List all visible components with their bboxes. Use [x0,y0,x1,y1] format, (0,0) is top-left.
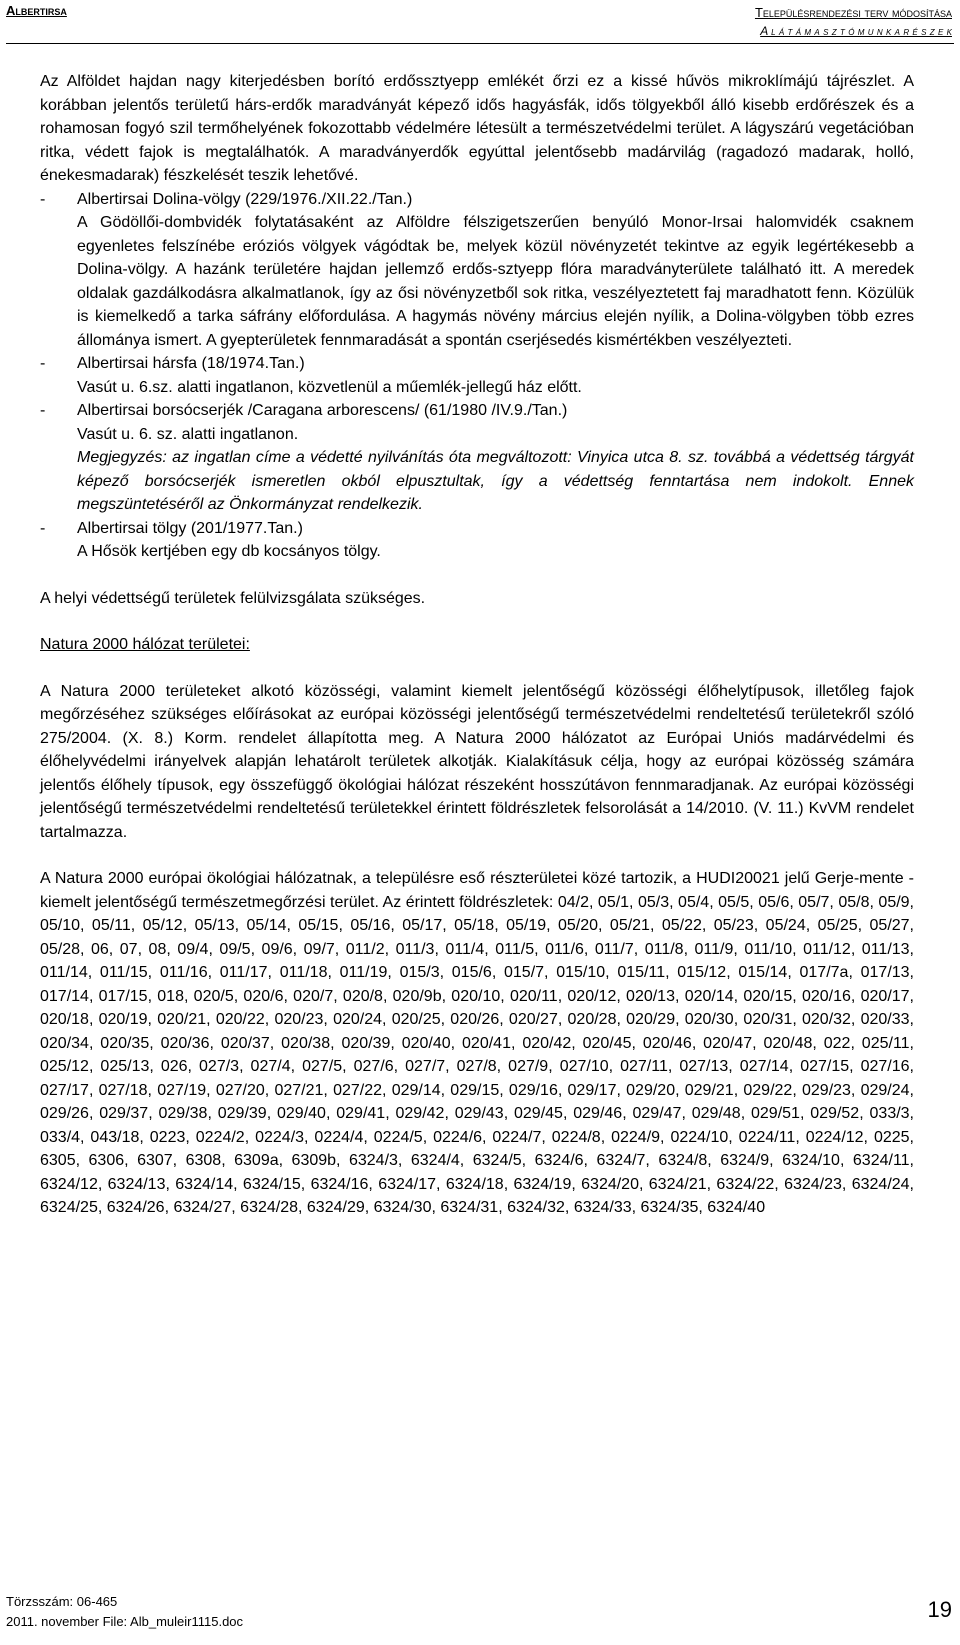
document-body [40,70,914,1220]
list-item [40,517,914,564]
header-divider [6,43,954,44]
item-title: Albertirsai tölgy (201/1977.Tan.) [77,519,303,537]
header-right-title: Településrendezési terv módosítása [754,5,952,20]
item-body: Vasút u. 6.sz. alatti ingatlanon, közvetlenül a műemlék-jellegű ház előtt. [77,378,582,396]
header-right-subtitle: A l á t á m a s z t ó m u n k a r é s z e k [760,24,952,38]
local-review-paragraph: A helyi védettségű területek felülvizsgálata szükséges. [40,589,426,607]
list-item [40,352,914,399]
natura-heading: Natura 2000 hálózat területei: [40,636,250,653]
item-title: Albertirsai Dolina-völgy (229/1976./XII.22./Tan.) [77,190,413,208]
header-right [755,3,952,41]
list-item [40,188,914,353]
intro-paragraph: Az Alföldet hajdan nagy kiterjedésben borító erdőssztyepp emlékét őrzi ez a kissé hűvös mikroklímájú tájrészlet. A korábban jelentős területű hárs-erdők maradványát képező idős hagyásfák, idős tölgyekből álló kisebb erdőrészek és a rohamosan fogyó szil termőhelyének fokozottabb védelmére létesült a természetvédelmi terület. A lágyszárú vegetációban ritka, védett fajok is megtalálhatók. A maradványerdők egyúttal jelentősebb madárvilág (ragadozó madarak, holló, énekesmadarak) fészkelését teszik lehetővé. [40,73,914,184]
list-dash: - [40,355,46,372]
item-body: A Gödöllői-dombvidék folytatásaként az Alföldre félszigetszerűen benyúló Monor-Irsai halomvidék csaknem egyenletes felszínébe eróziós völgyek vágódtak be, melyek közül növényzetét tekintve az egyik legértékesebb a Dolina-völgy. A hazánk területére hajdan jellemző erdős-sztyepp flóra maradványterülete található itt. A meredek oldalak gazdálkodásra alkalmatlanok, így az ősi növényzetből sok ritka, veszélyeztetett faj maradhatott fenn. Közülük is kiemelkedő a tarka sáfrány előfordulása. A hagymás növény március elején nyílik, a Dolina-völgyben több ezres állománya ismert. A gyepterületek fennmaradását a spontán cserjésedés kismértékben veszélyezteti. [77,214,914,349]
natura-paragraph-1: A Natura 2000 területeket alkotó közösségi, valamint kiemelt jelentőségű közösségi élőhelytípusok, illetőleg fajok megőrzéséhez szükséges előírásokat az európai közösségi jelentőségű természetvédelmi rendeltetésű területekről szóló 275/2004. (X. 8.) Korm. rendelet állapította meg. A Natura 2000 hálózatot az Európai Uniós madárvédelmi és élőhelyvédelmi irányelvek alapján lehatárolt területek alkotják. Kialakításuk célja, hogy az európai közösség számára jelentős élőhely típusok, egy összefüggő ökológiai hálózat részeként hosszútávon fennmaradjanak. Az európai közösségi jelentőségű természetvédelmi rendeltetésű területekkel érintett földrészletek felsorolását a 14/2010. (V. 11.) KvVM rendelet tartalmazza. [40,682,914,841]
footer-info [6,1592,243,1632]
natura-paragraph-2: A Natura 2000 európai ökológiai hálózatnak, a településre eső részterületei közé tartozik, a HUDI20021 jelű Gerje-mente - kiemelt jelentőségű természetmegőrzési terület. Az érintett földrészletek: 04/2, 05/1, 05/3, 05/4, 05/5, 05/6, 05/7, 05/8, 05/9, 05/10, 05/11, 05/12, 05/13, 05/14, 05/15, 05/16, 05/17, 05/18, 05/19, 05/20, 05/21, 05/22, 05/23, 05/24, 05/25, 05/27, 05/28, 06, 07, 08, 09/4, 09/5, 09/6, 09/7, 011/2, 011/3, 011/4, 011/5, 011/6, 011/7, 011/8, 011/9, 011/10, 011/12, 011/13, 011/14, 011/15, 011/16, 011/17, 011/18, 011/19, 015/3, 015/6, 015/7, 015/10, 015/11, 015/12, 015/14, 017/7a, 017/13, 017/14, 017/15, 018, 020/5, 020/6, 020/7, 020/8, 020/9b, 020/10, 020/11, 020/12, 020/13, 020/14, 020/15, 020/16, 020/17, 020/18, 020/19, 020/21, 020/22, 020/23, 020/24, 020/25, 020/26, 020/27, 020/28, 020/29, 020/30, 020/31, 020/32, 020/33, 020/34, 020/35, 020/36, 020/37, 020/38, 020/39, 020/40, 020/41, 020/42, 020/45, 020/46, 020/47, 020/48, 022, 025/11, 025/12, 025/13, 026, 027/3, 027/4, 027/5, 027/6, 027/7, 027/8, 027/9, 027/10, 027/11, 027/13, 027/14, 027/15, 027/16, 027/17, 027/18, 027/19, 027/20, 027/21, 027/22, 029/14, 029/15, 029/16, 029/17, 029/20, 029/21, 029/22, 029/23, 029/24, 029/26, 029/37, 029/38, 029/39, 029/40, 029/41, 029/42, 029/43, 029/45, 029/46, 029/47, 029/48, 029/51, 029/52, 033/3, 033/4, 043/18, 0223, 0224/2, 0224/3, 0224/4, 0224/5, 0224/6, 0224/7, 0224/8, 0224/9, 0224/10, 0224/11, 0224/12, 0225, 6305, 6306, 6307, 6308, 6309a, 6309b, 6324/3, 6324/4, 6324/5, 6324/6, 6324/7, 6324/8, 6324/9, 6324/10, 6324/11, 6324/12, 6324/13, 6324/14, 6324/15, 6324/16, 6324/17, 6324/18, 6324/19, 6324/20, 6324/21, 6324/22, 6324/23, 6324/24, 6324/25, 6324/26, 6324/27, 6324/28, 6324/29, 6324/30, 6324/31, 6324/32, 6324/33, 6324/35, 6324/40 [40,870,914,1216]
header-left-title: Albertirsa [6,3,67,18]
footer-registry-number: Törzsszám: 06-465 [6,1594,118,1609]
footer-file-info: 2011. november File: Alb_muleir1115.doc [6,1614,244,1629]
list-dash: - [40,519,46,537]
page-number: 19 [927,1597,952,1622]
list-dash: - [40,190,46,208]
item-title: Albertirsai borsócserjék /Caragana arborescens/ (61/1980 /IV.9./Tan.) [77,402,568,419]
list-dash: - [40,402,46,419]
list-item [40,399,914,517]
item-body: A Hősök kertjében egy db kocsányos tölgy. [77,543,381,560]
item-body: Vasút u. 6. sz. alatti ingatlanon. [77,425,299,443]
item-note: Megjegyzés: az ingatlan címe a védetté nyilvánítás óta megváltozott: Vinyica utca 8. sz. továbbá a védettség tárgyát képező borsócserjék ismeretlen okból elpusztultak, így a védettség fenntartása nem indokolt. Ennek megszüntetéséről az Önkormányzat rendelkezik. [77,449,914,513]
item-title: Albertirsai hársfa (18/1974.Tan.) [77,355,305,372]
